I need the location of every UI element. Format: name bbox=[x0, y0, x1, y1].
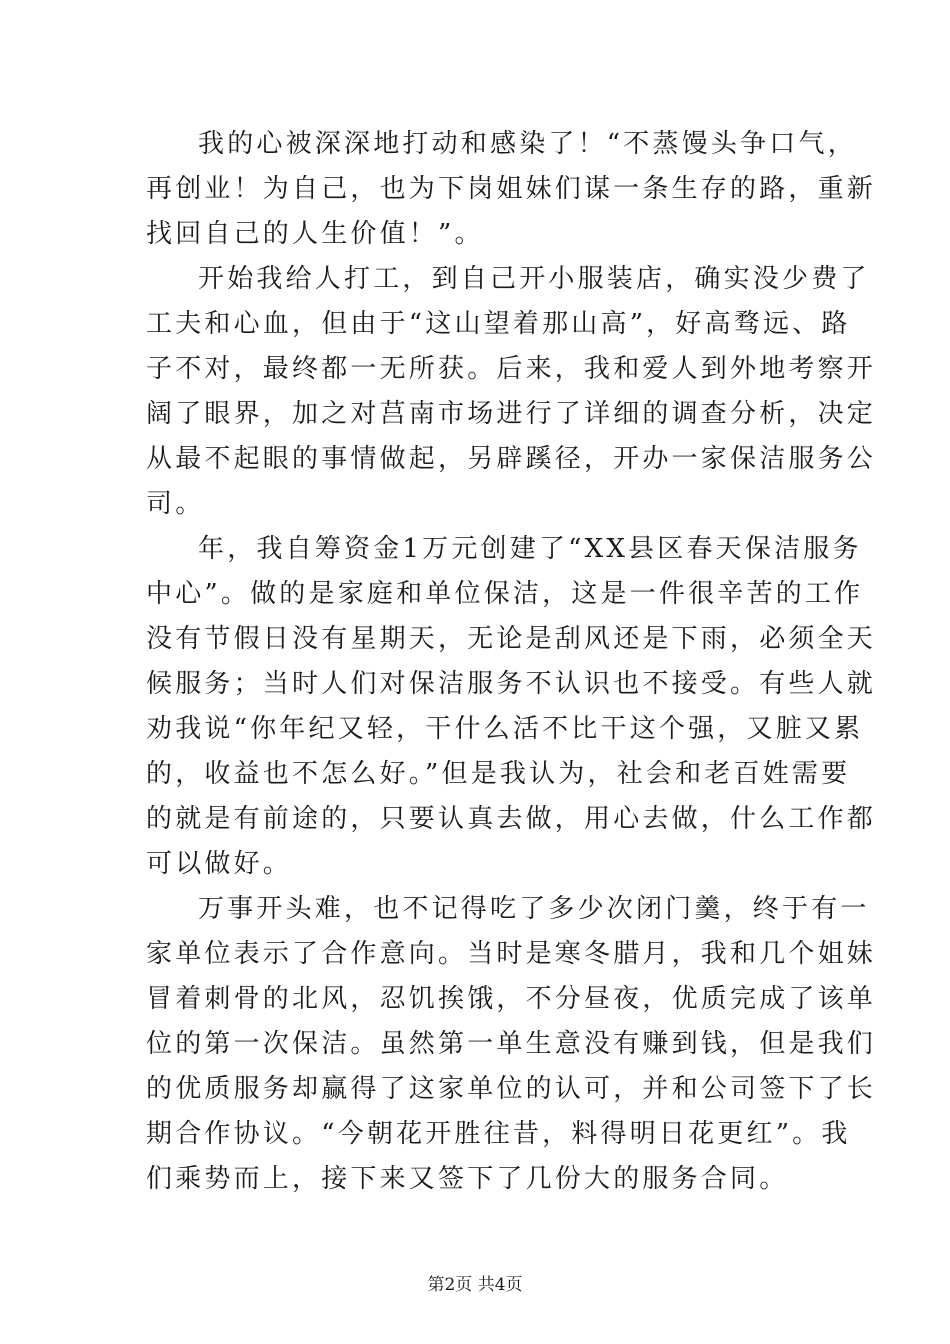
text-line: 劝我说“你年纪又轻，干什么活不比干这个强，又脏又累 bbox=[146, 714, 864, 744]
paragraph-4 bbox=[146, 887, 877, 1202]
text-line: 再创业！为自己，也为下岗姐妹们谋一条生存的路，重新 bbox=[146, 174, 877, 204]
text-line: 万事开头难，也不记得吃了多少次闭门羹，终于有一 bbox=[198, 894, 870, 924]
text-line: 期合作协议。“今朝花开胜往昔，料得明日花更红”。我 bbox=[146, 1119, 851, 1149]
text-line: 工夫和心血，但由于“这山望着那山高”，好高骛远、路 bbox=[146, 309, 851, 339]
text-line: 冒着刺骨的北风，忍饥挨饿，不分昼夜，优质完成了该单 bbox=[146, 984, 877, 1014]
paragraph-3 bbox=[146, 527, 877, 887]
page-number-footer: 第2页 共4页 bbox=[427, 1275, 523, 1295]
text-line: 司。 bbox=[146, 489, 205, 519]
text-line: 候服务；当时人们对保洁服务不认识也不接受。有些人就 bbox=[146, 669, 877, 699]
paragraph-2 bbox=[146, 257, 877, 527]
text-line: 们乘势而上，接下来又签下了几份大的服务合同。 bbox=[146, 1164, 789, 1194]
text-line: 阔了眼界，加之对莒南市场进行了详细的调查分析，决定 bbox=[146, 399, 877, 429]
text-line: 位的第一次保洁。虽然第一单生意没有赚到钱，但是我们 bbox=[146, 1029, 877, 1059]
text-line: 的优质服务却赢得了这家单位的认可，并和公司签下了长 bbox=[146, 1074, 877, 1104]
text-line: 我的心被深深地打动和感染了！“不蒸馒头争口气， bbox=[198, 129, 857, 159]
text-line: 家单位表示了合作意向。当时是寒冬腊月，我和几个姐妹 bbox=[146, 939, 877, 969]
text-line: 找回自己的人生价值！”。 bbox=[146, 219, 484, 249]
text-line: 的，收益也不怎么好。”但是我认为，社会和老百姓需要 bbox=[146, 759, 851, 789]
text-line: 从最不起眼的事情做起，另辟蹊径，开办一家保洁服务公 bbox=[146, 444, 877, 474]
text-line: 中心”。做的是家庭和单位保洁，这是一件很辛苦的工作 bbox=[146, 579, 864, 609]
text-line: 子不对，最终都一无所获。后来，我和爱人到外地考察开 bbox=[146, 354, 877, 384]
text-line: 的就是有前途的，只要认真去做，用心去做，什么工作都 bbox=[146, 804, 877, 834]
paragraph-1 bbox=[146, 122, 877, 257]
text-line: 可以做好。 bbox=[146, 849, 293, 879]
text-line: 开始我给人打工，到自己开小服装店，确实没少费了 bbox=[198, 264, 870, 294]
document-body bbox=[146, 122, 877, 1202]
text-line: 年，我自筹资金1万元创建了“XX县区春天保洁服务 bbox=[198, 534, 862, 564]
text-line: 没有节假日没有星期天，无论是刮风还是下雨，必须全天 bbox=[146, 624, 877, 654]
